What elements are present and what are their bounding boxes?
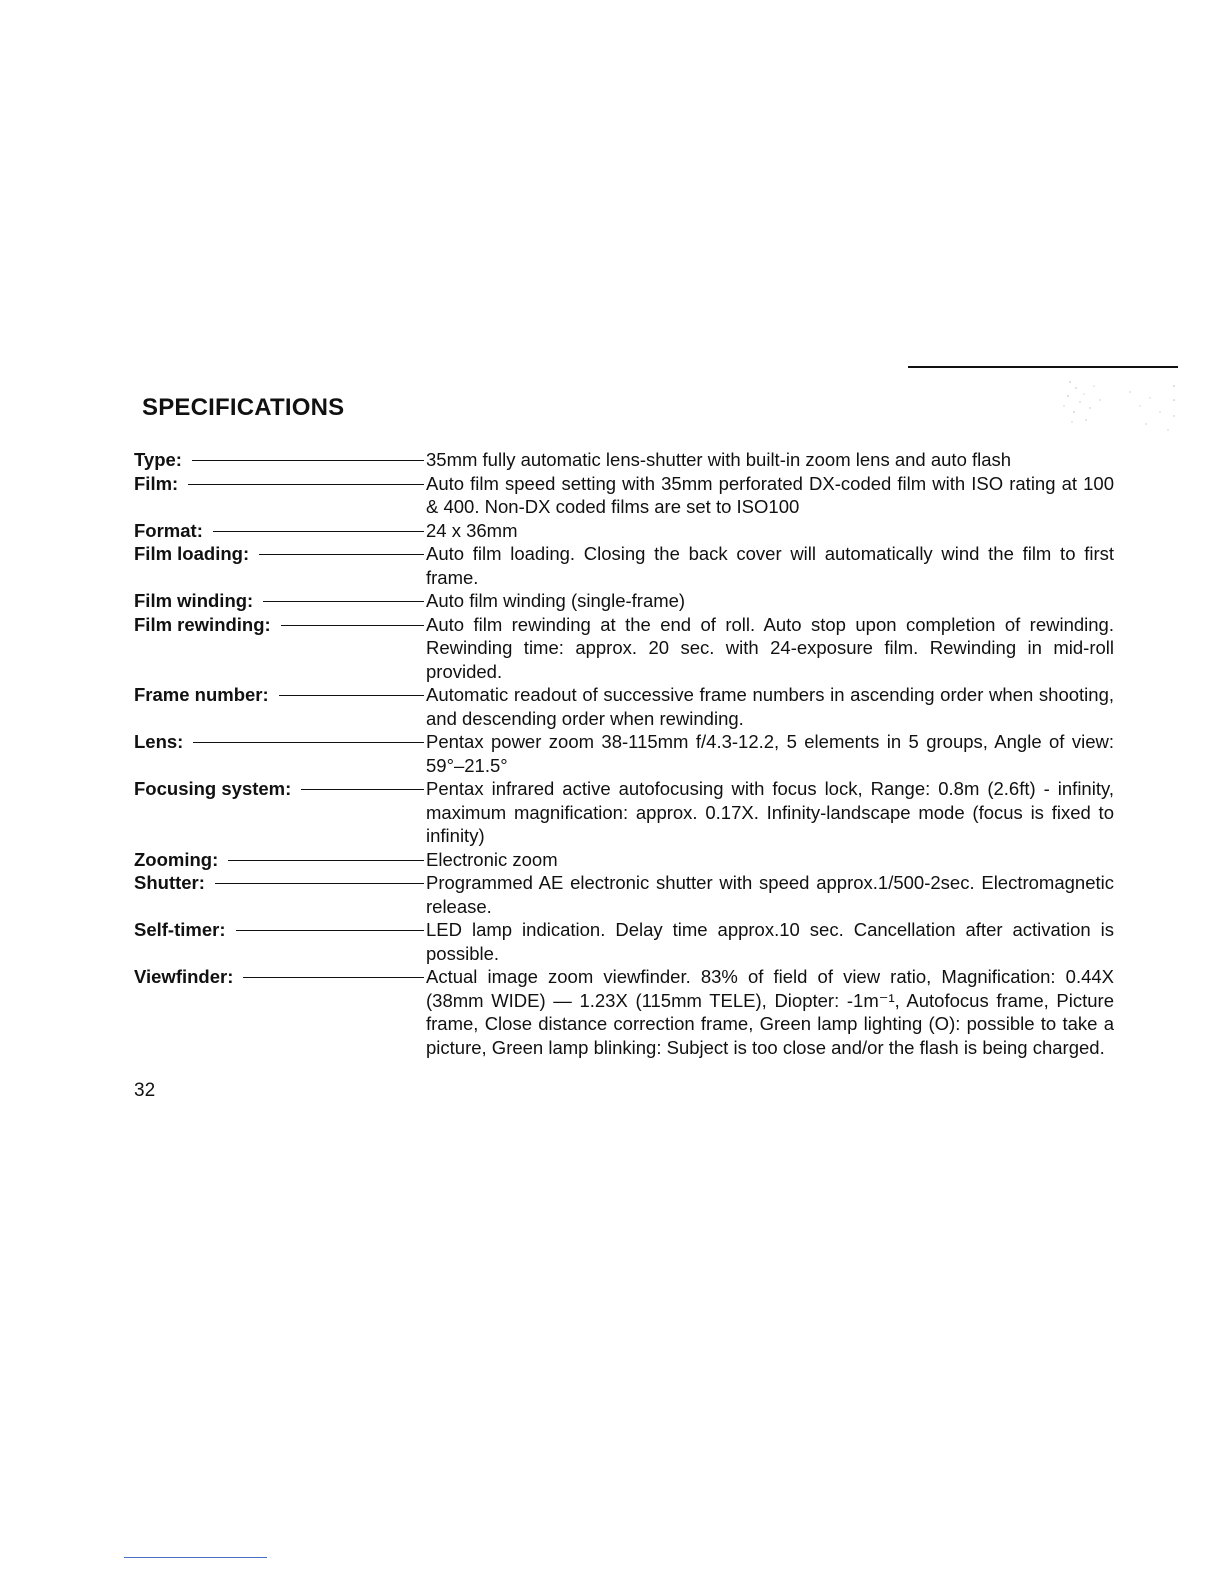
spec-value: Pentax infrared active autofocusing with focus lock, Range: 0.8m (2.6ft) - infinity, maximum magnification: approx. 0.17X. Infinity-landscape mode (focus is fixed to infinity) (426, 778, 1114, 846)
spec-row-zooming (134, 848, 1114, 872)
spec-value: 35mm fully automatic lens-shutter with built-in zoom lens and auto flash (426, 449, 1012, 470)
leader-line (213, 531, 424, 532)
spec-label: Film: (134, 472, 179, 494)
leader-line (192, 460, 424, 461)
spec-label: Film loading: (134, 543, 250, 564)
spec-value: Electronic zoom (426, 848, 558, 870)
spec-label: Film winding: (134, 590, 254, 611)
spec-value: Auto film speed setting with 35mm perforated DX-coded film with ISO rating at 100 & 400. Non-DX coded films are set to ISO100 (426, 472, 1114, 517)
spec-value: Automatic readout of successive frame numbers in ascending order when shooting, and descending order when rewinding. (426, 684, 1114, 729)
leader-line (243, 977, 424, 978)
spec-list (134, 448, 1114, 1059)
spec-label: Type: (134, 449, 182, 470)
spec-row-type (134, 448, 1114, 472)
spec-label: Viewfinder: (134, 966, 234, 987)
spec-value: Auto film rewinding at the end of roll. Auto stop upon completion of rewinding. Rewinding time: approx. 20 sec. with 24-exposure film. Rewinding in mid-roll provided. (426, 613, 1114, 682)
spec-row-frame-number (134, 683, 1114, 730)
spec-row-self-timer (134, 918, 1114, 965)
spec-label: Film rewinding: (134, 613, 271, 635)
spec-row-format (134, 519, 1114, 543)
page-title: SPECIFICATIONS (142, 394, 345, 421)
leader-line (236, 930, 425, 931)
leader-line (279, 695, 424, 696)
spec-row-viewfinder (134, 965, 1114, 1059)
spec-row-shutter (134, 871, 1114, 918)
spec-value: Auto film loading. Closing the back cover will automatically wind the film to first frame. (426, 543, 1114, 588)
spec-row-film-loading (134, 542, 1114, 589)
spec-label: Lens: (134, 731, 184, 752)
spec-label: Self-timer: (134, 919, 226, 940)
spec-label: Focusing system: (134, 778, 292, 799)
spec-value: Actual image zoom viewfinder. 83% of field of view ratio, Magnification: 0.44X (38mm WIDE) — 1.23X (115mm TELE), Diopter: -1m⁻¹, Autofocus frame, Picture frame, Close distance correction frame, Green lamp lighting (O): possible to take a picture, Green lamp blinking: Subject is too close and/or the flash is being charged. (426, 966, 1114, 1058)
spec-label: Format: (134, 519, 203, 541)
leader-line (215, 883, 424, 884)
leader-line (259, 554, 424, 555)
spec-label: Frame number: (134, 684, 269, 705)
leader-line (263, 601, 424, 602)
spec-value: Auto film winding (single-frame) (426, 590, 686, 611)
scan-speckle-decoration (1050, 372, 1178, 442)
spec-row-film-rewinding (134, 613, 1114, 684)
leader-line (301, 789, 424, 790)
page-number: 32 (134, 1080, 156, 1101)
leader-line (281, 625, 424, 626)
spec-row-lens (134, 730, 1114, 777)
leader-line (228, 860, 424, 861)
spec-value: Pentax power zoom 38-115mm f/4.3-12.2, 5 elements in 5 groups, Angle of view: 59°–21.5° (426, 731, 1114, 776)
spec-row-film (134, 472, 1114, 519)
header-rule (908, 366, 1178, 368)
spec-row-focusing-system (134, 777, 1114, 848)
leader-line (193, 742, 424, 743)
spec-label: Zooming: (134, 848, 219, 870)
spec-value: LED lamp indication. Delay time approx.10 sec. Cancellation after activation is possible. (426, 919, 1114, 964)
spec-value: Programmed AE electronic shutter with speed approx.1/500-2sec. Electromagnetic release. (426, 872, 1114, 917)
footer-rule (124, 1557, 267, 1558)
spec-row-film-winding (134, 589, 1114, 613)
spec-label: Shutter: (134, 872, 205, 893)
leader-line (188, 484, 424, 485)
spec-value: 24 x 36mm (426, 519, 518, 541)
